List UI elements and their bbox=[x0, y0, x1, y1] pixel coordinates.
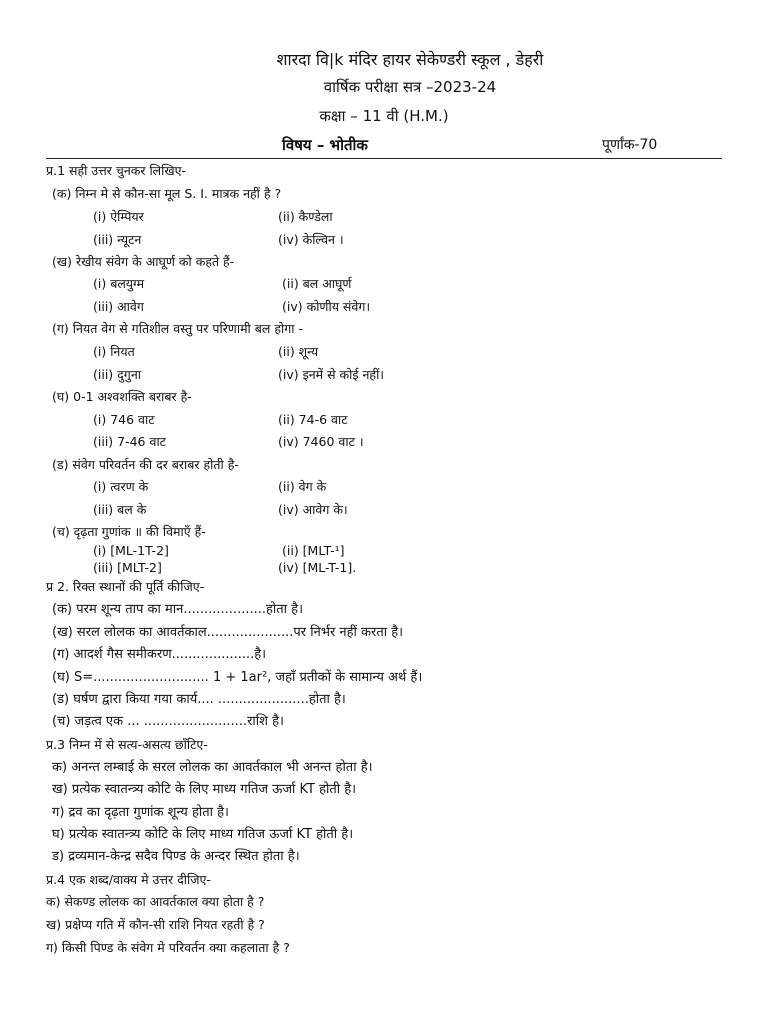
q1-c-option-2: (ii) शून्य bbox=[278, 344, 319, 359]
q1-f-option-2: (ii) [MLT-¹] bbox=[282, 543, 345, 558]
q1-heading: प्र.1 सही उत्तर चुनकर लिखिए- bbox=[46, 163, 187, 178]
q1-b-option-3: (iii) आवेग bbox=[93, 299, 144, 314]
q1-item-e: (ड) संवेग परिवर्तन की दर बराबर होती है- bbox=[52, 457, 239, 472]
q1-b-option-4: (iv) कोणीय संवेग। bbox=[282, 299, 371, 314]
q2-item-c: (ग) आदर्श गैस समीकरण....................है। bbox=[52, 647, 267, 662]
header-divider bbox=[46, 158, 722, 159]
q1-d-option-1: (i) 746 वाट bbox=[93, 412, 155, 427]
q1-a-option-3: (iii) न्यूटन bbox=[93, 232, 142, 247]
q4-item-b: ख) प्रक्षेप्य गति में कौन-सी राशि नियत रहती है ? bbox=[46, 917, 265, 932]
q1-e-option-2: (ii) वेग के bbox=[278, 479, 327, 494]
q1-c-option-1: (i) नियत bbox=[93, 344, 135, 359]
q1-item-f: (च) दृढ़ता गुणांक ॥ की विमाएँ हैं- bbox=[52, 524, 206, 539]
q1-e-option-4: (iv) आवेग के। bbox=[278, 502, 348, 517]
q2-item-b: (ख) सरल लोलक का आवर्तकाल.....................पर निर्भर नहीं करता है। bbox=[52, 625, 404, 640]
q1-a-option-1: (i) ऐम्पियर bbox=[93, 209, 144, 224]
q1-c-option-3: (iii) दुगुना bbox=[93, 367, 141, 382]
q2-item-e: (ड) घर्षण द्वारा किया गया कार्य.... ......................होता है। bbox=[52, 692, 346, 707]
q1-a-option-2: (ii) कैण्डेला bbox=[278, 209, 333, 224]
max-marks: पूर्णांक-70 bbox=[602, 137, 658, 153]
q1-e-option-1: (i) त्वरण के bbox=[93, 479, 149, 494]
q1-item-c: (ग) नियत वेग से गतिशील वस्तु पर परिणामी बल होगा - bbox=[52, 321, 303, 336]
q4-item-a: क) सेकण्ड लोलक का आवर्तकाल क्या होता है ? bbox=[46, 894, 265, 909]
q1-a-option-4: (iv) केल्विन । bbox=[278, 232, 344, 247]
q3-item-c: ग) द्रव का दृढ़ता गुणांक शून्य होता है। bbox=[52, 805, 229, 820]
q4-item-c: ग) किसी पिण्ड के संवेग मे परिवर्तन क्या कहलाता है ? bbox=[46, 940, 290, 955]
subject-label: विषय – भोतीक bbox=[282, 136, 368, 154]
q1-d-option-2: (ii) 74-6 वाट bbox=[278, 412, 348, 427]
q3-item-b: ख) प्रत्येक स्वातन्त्र्य कोटि के लिए माध्य गतिज ऊर्जा KT होती है। bbox=[52, 782, 357, 797]
q1-b-option-1: (i) बलयुग्म bbox=[93, 276, 145, 291]
q3-item-d: घ) प्रत्येक स्वातन्त्र्य कोटि के लिए माध्य गतिज ऊर्जा KT होती है। bbox=[52, 827, 354, 842]
exam-session: वार्षिक परीक्षा सत्र –2023-24 bbox=[323, 78, 497, 96]
q2-heading: प्र 2. रिक्त स्थानों की पूर्ति कीजिए- bbox=[46, 579, 205, 594]
q1-b-option-2: (ii) बल आघूर्ण bbox=[282, 276, 352, 291]
school-name: शारदा वि|k मंदिर हायर सेकेण्डरी स्कूल , डेहरी bbox=[276, 50, 544, 69]
q1-f-option-1: (i) [ML-1T-2] bbox=[93, 543, 169, 558]
q1-d-option-3: (iii) 7-46 वाट bbox=[93, 434, 166, 449]
q3-heading: प्र.3 निम्न में से सत्य-असत्य छाँटिए- bbox=[46, 737, 208, 752]
q3-item-e: ड) द्रव्यमान-केन्द्र सदैव पिण्ड के अन्दर स्थित होता है। bbox=[52, 849, 300, 864]
q1-f-option-4: (iv) [ML-T-1]. bbox=[278, 560, 357, 575]
q1-item-b: (ख) रेखीय संवेग के आघूर्ण को कहते हैं- bbox=[52, 254, 235, 269]
class-label: कक्षा – 11 वी (H.M.) bbox=[319, 107, 449, 125]
q1-f-option-3: (iii) [MLT-2] bbox=[93, 560, 162, 575]
q1-item-d: (घ) 0-1 अश्वशक्ति बराबर है- bbox=[52, 389, 192, 404]
q1-c-option-4: (iv) इनमें से कोई नहीं। bbox=[278, 367, 385, 382]
q2-item-a: (क) परम शून्य ताप का मान....................होता है। bbox=[52, 602, 304, 617]
q4-heading: प्र.4 एक शब्द/वाक्य मे उत्तर दीजिए- bbox=[46, 872, 211, 887]
q2-item-d: (घ) S=............................ 1 + 1ar², जहाँ प्रतीकों के सामान्य अर्थ हैं। bbox=[52, 670, 423, 685]
q2-item-f: (च) जड़त्व एक ... .........................राशि है। bbox=[52, 714, 284, 729]
q1-d-option-4: (iv) 7460 वाट । bbox=[278, 434, 364, 449]
q1-e-option-3: (iii) बल के bbox=[93, 502, 147, 517]
q3-item-a: क) अनन्त लम्बाई के सरल लोलक का आवर्तकाल भी अनन्त होता है। bbox=[52, 760, 373, 775]
q1-item-a: (क) निम्न मे से कौन-सा मूल S. I. मात्रक नहीं है ? bbox=[52, 186, 282, 201]
